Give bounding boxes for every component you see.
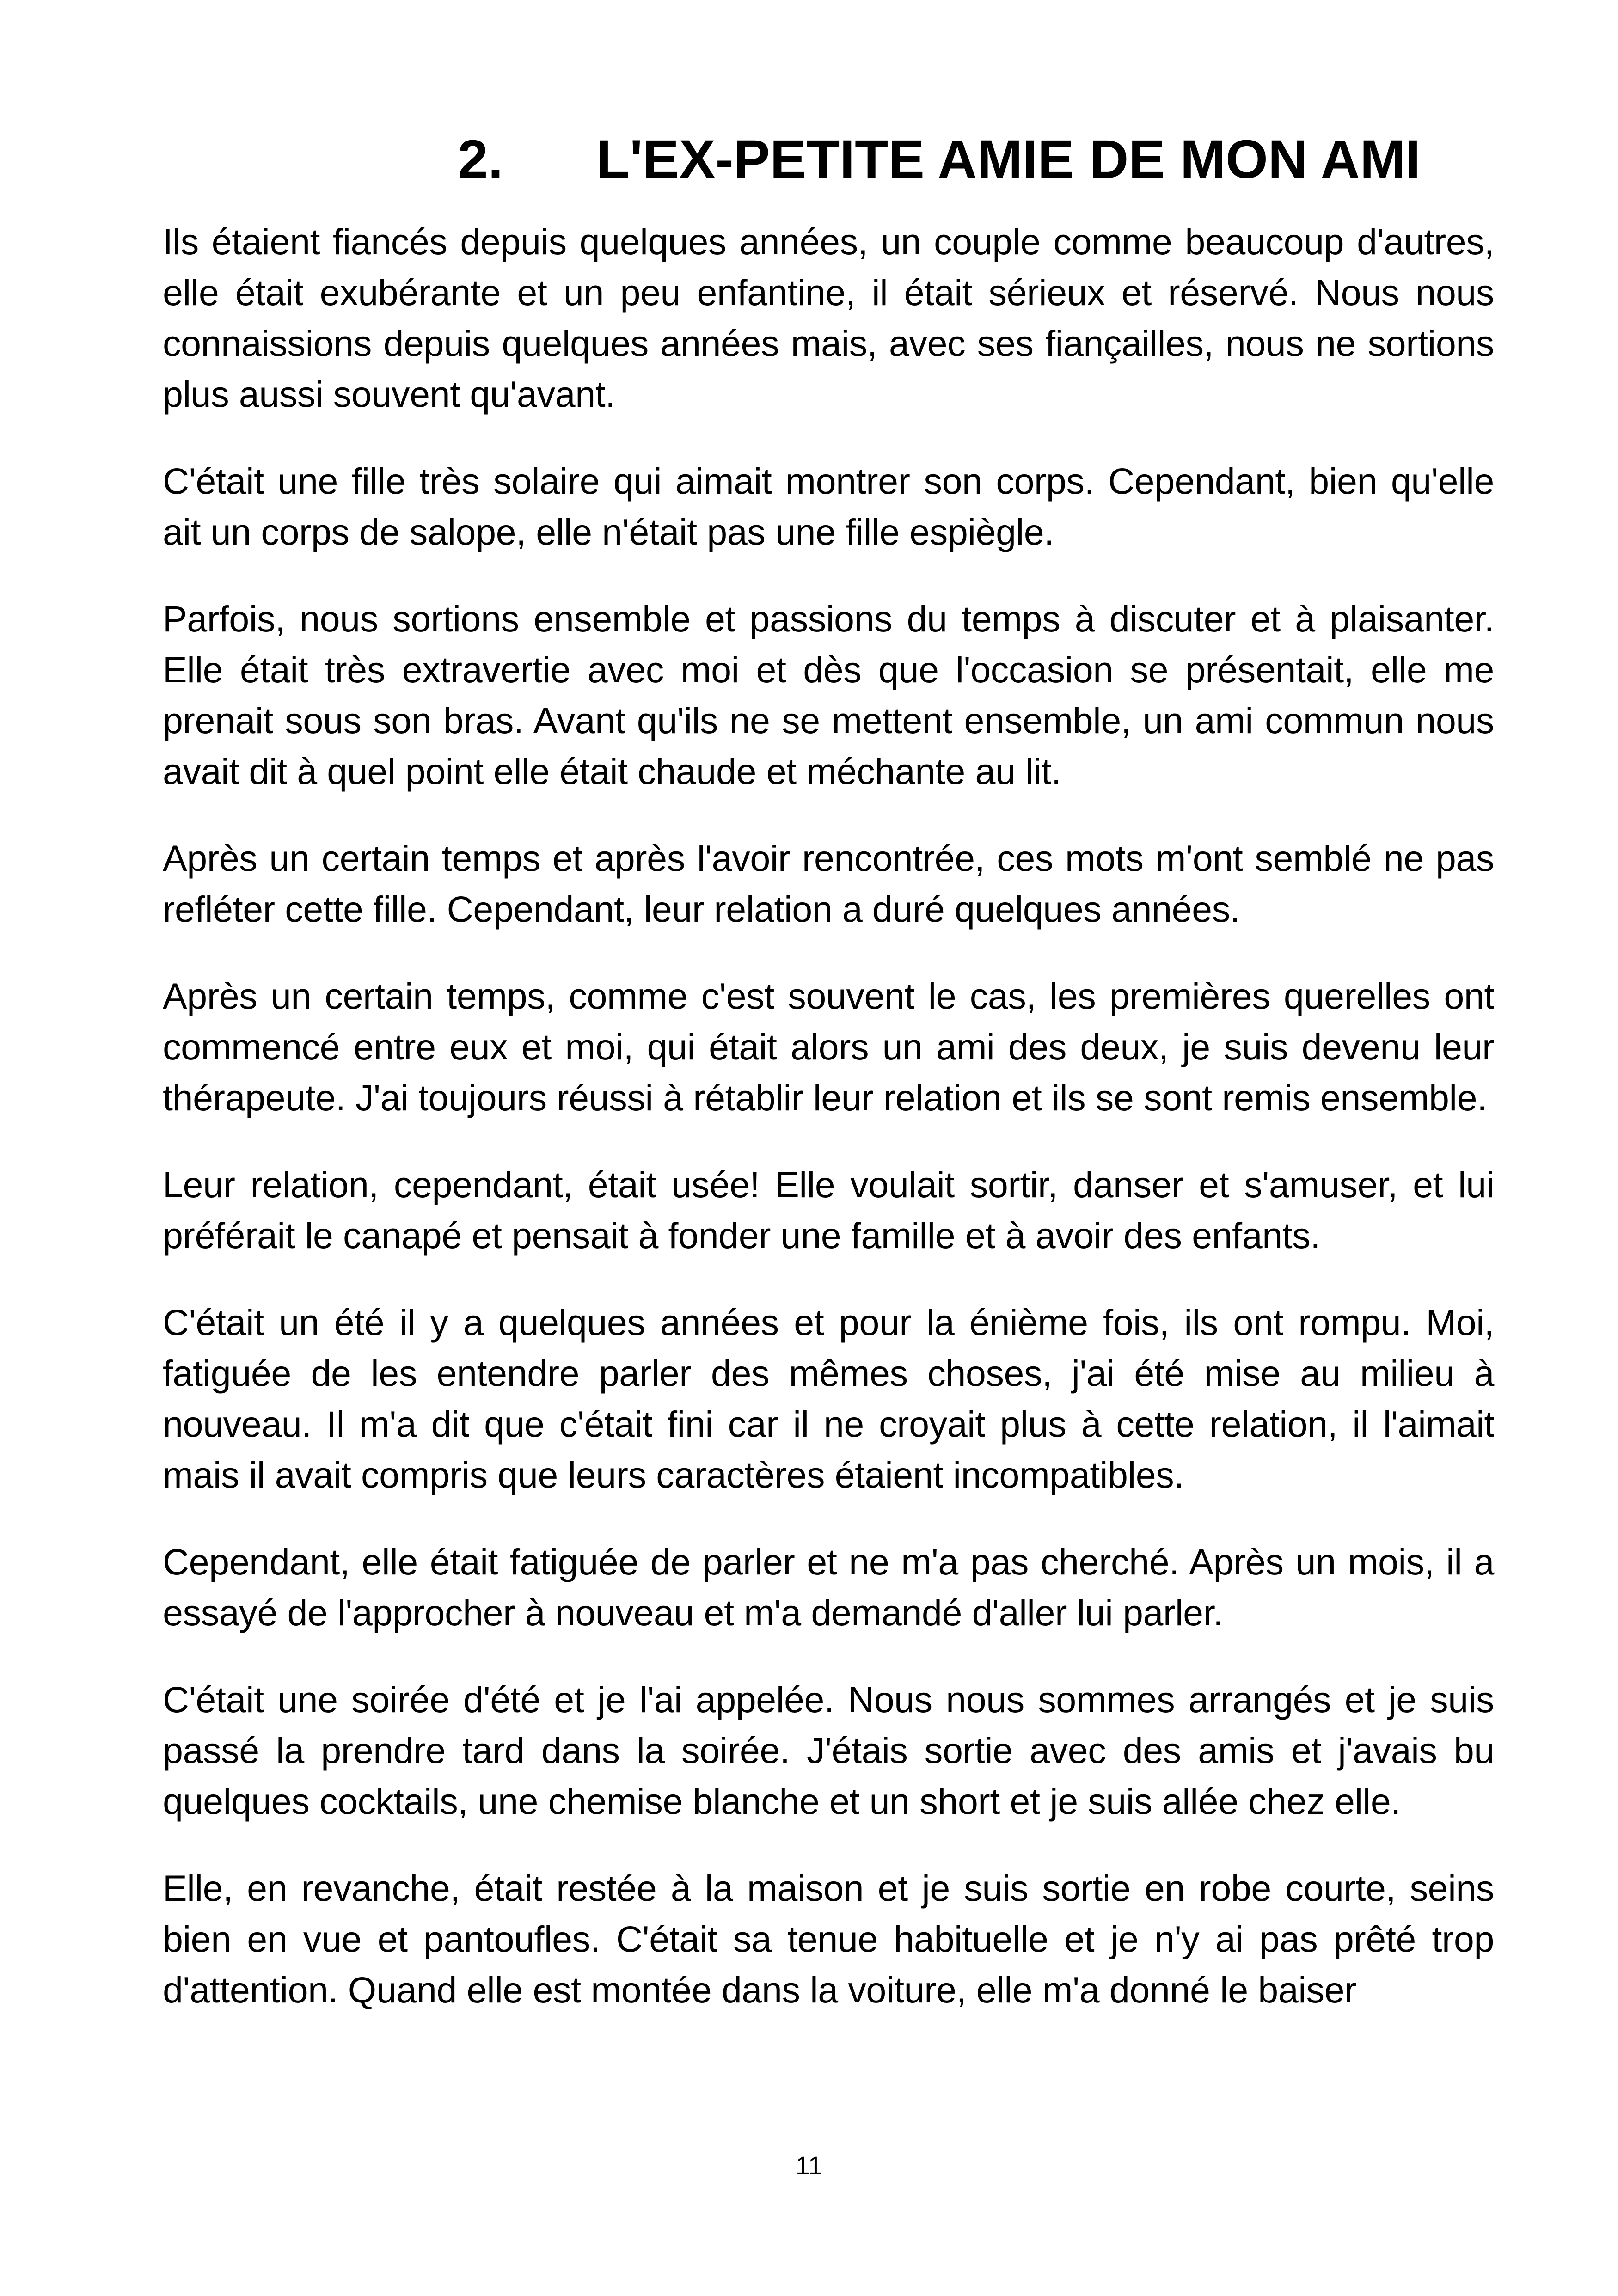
paragraph: Elle, en revanche, était restée à la maison et je suis sortie en robe courte, seins bien en vue et pantoufles. C'était sa tenue habituelle et je n'y ai pas prêté trop d'attention. Quand elle est montée dans la voiture, elle m'a donné le baiser	[163, 1867, 1494, 2010]
paragraph: Leur relation, cependant, était usée! Elle voulait sortir, danser et s'amuser, et lui préférait le canapé et pensait à fonder une famille et à avoir des enfants.	[163, 1164, 1494, 1256]
paragraph: C'était une soirée d'été et je l'ai appelée. Nous nous sommes arrangés et je suis passé la prendre tard dans la soirée. J'étais sortie avec des amis et j'avais bu quelques cocktails, une chemise blanche et un short et je suis allée chez elle.	[163, 1679, 1494, 1822]
chapter-number: 2.	[458, 129, 503, 190]
paragraph: Parfois, nous sortions ensemble et passions du temps à discuter et à plaisanter. Elle était très extravertie avec moi et dès que l'occasion se présentait, elle me prenait sous son bras. Avant qu'ils ne se mettent ensemble, un ami commun nous avait dit à quel point elle était chaude et méchante au lit.	[163, 598, 1494, 792]
chapter-heading	[458, 116, 1521, 203]
page-number: 11	[795, 2151, 823, 2180]
paragraph: C'était une fille très solaire qui aimait montrer son corps. Cependant, bien qu'elle ait un corps de salope, elle n'était pas une fille espiègle.	[163, 460, 1494, 552]
chapter-body	[163, 216, 1494, 2051]
paragraph: C'était un été il y a quelques années et pour la énième fois, ils ont rompu. Moi, fatiguée de les entendre parler des mêmes choses, j'ai été mise au milieu à nouveau. Il m'a dit que c'était fini car il ne croyait plus à cette relation, il l'aimait mais il avait compris que leurs caractères étaient incompatibles.	[163, 1302, 1494, 1495]
chapter-title: L'EX-PETITE AMIE DE MON AMI	[596, 129, 1421, 190]
paragraph: Après un certain temps, comme c'est souvent le cas, les premières querelles ont commencé entre eux et moi, qui était alors un ami des deux, je suis devenu leur thérapeute. J'ai toujours réussi à rétablir leur relation et ils se sont remis ensemble.	[163, 975, 1494, 1118]
paragraph: Ils étaient fiancés depuis quelques années, un couple comme beaucoup d'autres, elle était exubérante et un peu enfantine, il était sérieux et réservé. Nous nous connaissions depuis quelques années mais, avec ses fiançailles, nous ne sortions plus aussi souvent qu'avant.	[163, 221, 1494, 415]
paragraph: Après un certain temps et après l'avoir rencontrée, ces mots m'ont semblé ne pas refléter cette fille. Cependant, leur relation a duré quelques années.	[163, 838, 1494, 930]
paragraph: Cependant, elle était fatiguée de parler et ne m'a pas cherché. Après un mois, il a essayé de l'approcher à nouveau et m'a demandé d'aller lui parler.	[163, 1541, 1494, 1633]
